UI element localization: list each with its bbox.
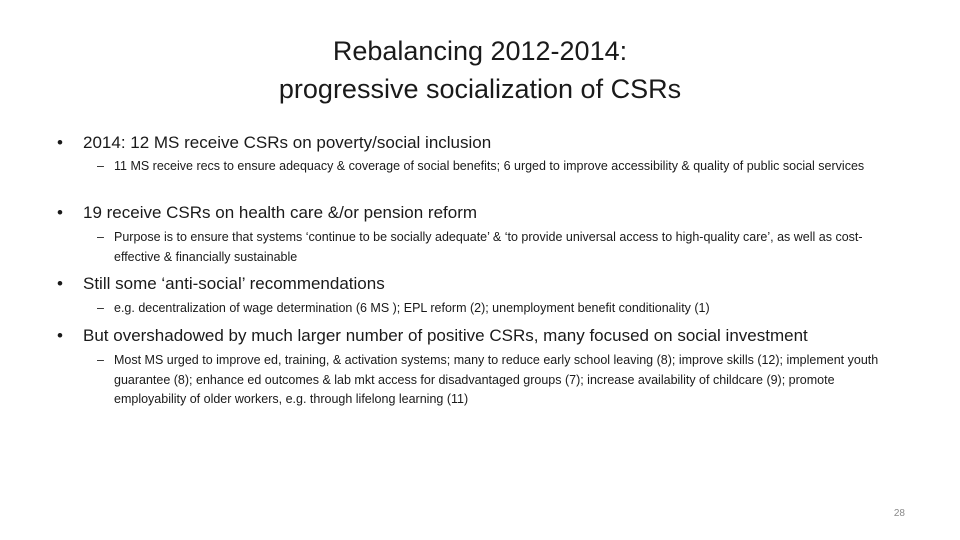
page-number: 28 bbox=[893, 508, 905, 519]
sub-bullet-item bbox=[97, 157, 907, 177]
dash-marker: – bbox=[97, 159, 104, 173]
sub-bullet-text: Purpose is to ensure that systems ‘continue to be socially adequate’ & ‘to provide universal access to high-quality care’, as well as cost-effective & financially sustainable bbox=[114, 230, 863, 264]
bullet-marker: • bbox=[57, 326, 63, 345]
sub-bullet-text: 11 MS receive recs to ensure adequacy & coverage of social benefits; 6 urged to improve accessibility & quality of public social services bbox=[114, 159, 865, 173]
dash-marker: – bbox=[97, 230, 104, 244]
slide-title bbox=[0, 32, 960, 108]
dash-marker: – bbox=[97, 353, 104, 367]
bullet-text: But overshadowed by much larger number of positive CSRs, many focused on social investment bbox=[83, 326, 808, 345]
bullet-marker: • bbox=[57, 133, 63, 152]
bullet-text: 19 receive CSRs on health care &/or pension reform bbox=[83, 203, 478, 222]
dash-marker: – bbox=[97, 301, 104, 315]
sub-bullet-item bbox=[97, 228, 907, 267]
bullet-marker: • bbox=[57, 274, 63, 293]
sub-bullet-text: e.g. decentralization of wage determination (6 MS ); EPL reform (2); unemployment benefit conditionality (1) bbox=[114, 301, 710, 315]
title-line-1: Rebalancing 2012-2014: bbox=[332, 36, 628, 66]
sub-bullet-text: Most MS urged to improve ed, training, & activation systems; many to reduce early school leaving (8); improve skills (12); implement youth guarantee (8); enhance ed outcomes & lab mkt access for disadvantaged groups (7); increase availability of childcare (9); promote employability of older workers, e.g. through lifelong learning (11) bbox=[114, 353, 879, 406]
title-line-2: progressive socialization of CSRs bbox=[278, 74, 682, 104]
bullet-marker: • bbox=[57, 203, 63, 222]
bullet-text: Still some ‘anti-social’ recommendations bbox=[83, 274, 385, 293]
sub-bullet-item bbox=[97, 351, 907, 410]
bullet-text: 2014: 12 MS receive CSRs on poverty/social inclusion bbox=[83, 133, 492, 152]
sub-bullet-item bbox=[97, 299, 907, 319]
